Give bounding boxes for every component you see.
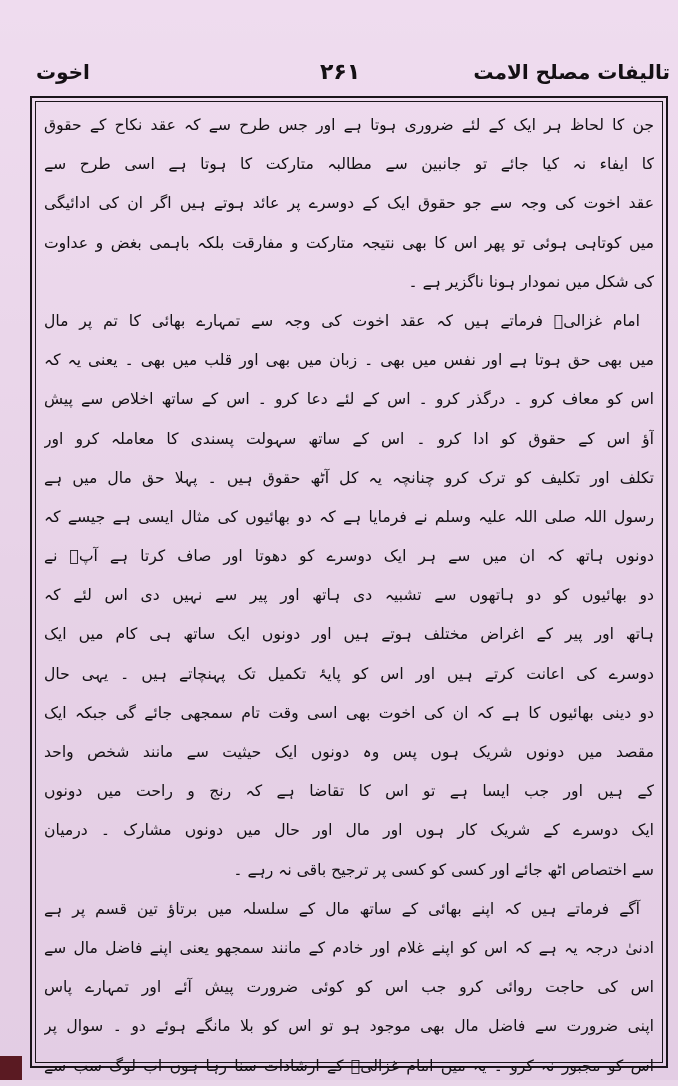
page-number: ۲۶۱	[320, 60, 361, 85]
book-title: تالیفات مصلح الامت	[473, 60, 670, 84]
text-line: دوسرے کی اعانت کرتے ہیں اور اس کو پایۂ تکمیل تک پہنچاتے ہیں ۔ یہی حال	[44, 664, 654, 683]
text-line: اس کی حاجت روائی کرو جب اس کو کوئی ضرورت پیش آئے اور تمہارے پاس	[44, 978, 654, 997]
text-line: مقصد میں دونوں شریک ہوں پس وہ دونوں ایک حیثیت سے مانند شخص واحد	[44, 743, 654, 761]
text-line: دو بھائیوں کو دو ہاتھوں سے تشبیہ دی ہاتھ اور پیر سے نہیں دی اس لئے کہ	[44, 586, 654, 605]
text-line: اس کو مجبور نہ کرو ۔ یہ میں امام غزالیؒ کے ارشادات سنا رہا ہوں اب لوگ سب سے	[44, 1056, 654, 1075]
text-line: آؤ اس کے حقوق کو ادا کرو ۔ اس کے ساتھ سہولت پسندی کا معاملہ کرو اور	[44, 429, 654, 448]
text-line: کا ایفاء نہ کیا جائے تو جانبین سے مطالبہ متارکت کا ہوتا ہے اسی طرح سے	[44, 155, 654, 174]
text-line: امام غزالیؒ فرماتے ہیں کہ عقد اخوت کی وجہ سے تمہارے بھائی کا تم پر مال	[44, 311, 640, 330]
text-line: اپنی ضرورت سے فاضل مال بھی موجود ہو تو اس کو بلا مانگے ہوئے دو ۔ سوال پر	[44, 1017, 654, 1036]
text-line: ہاتھ اور پیر کے اغراض مختلف ہوتے ہیں اور دونوں ایک ساتھ ہی کام میں ایک	[44, 625, 654, 644]
text-line: میں بھی حق ہوتا ہے اور نفس میں بھی ۔ زبان میں بھی اور قلب میں بھی ۔ یعنی یہ کہ	[44, 351, 654, 370]
text-line: تکلف اور تکلیف کو ترک کرو چنانچہ یہ کل آٹھ حقوق ہیں ۔ پہلا حق مال میں ہے	[44, 468, 654, 487]
text-line: دو دینی بھائیوں کا ہے کہ ان کی اخوت بھی اسی وقت تام سمجھی جائے گی جبکہ ایک	[44, 703, 654, 722]
text-frame	[30, 96, 668, 1075]
text-line: میں کوتاہی ہوئی تو پھر اس کا بھی نتیجہ متارکت و مفارقت بلکہ باہمی بغض و عداوت	[44, 233, 654, 252]
page-header	[30, 58, 670, 92]
page-corner-mark	[0, 1056, 22, 1080]
section-title: اخوت	[36, 60, 90, 84]
text-line: اس کو معاف کرو ۔ درگذر کرو ۔ اس کے لئے دعا کرو ۔ اس کے ساتھ اخلاص سے پیش	[44, 390, 654, 409]
text-line: ایک دوسرے کے شریک کار ہوں اور مال اور حال میں دونوں مشارک ۔ درمیان	[44, 821, 654, 840]
text-line: کی شکل میں نمودار ہونا ناگزیر ہے ۔	[408, 272, 654, 291]
text-line: جن کا لحاظ ہر ایک کے لئے ضروری ہوتا ہے اور جس طرح سے کہ عقد نکاح کے حقوق	[44, 116, 654, 134]
text-line: دونوں ہاتھ کہ ان میں سے ہر ایک دوسرے کو دھوتا اور صاف کرتا ہے آپؐ نے	[44, 547, 654, 566]
text-line: عقد اخوت کی وجہ سے جو حقوق ایک کے دوسرے پر عائد ہوتے ہیں اگر ان کی ادائیگی	[44, 194, 654, 213]
text-line: سے اختصاص اٹھ جائے اور کسی کو کسی پر ترجیح باقی نہ رہے ۔	[233, 860, 654, 879]
body-text	[44, 106, 654, 1075]
text-line: رسول اللہ صلی اللہ علیہ وسلم نے فرمایا ہے کہ دو بھائیوں کی مثال ایسی ہے جیسے کہ	[44, 507, 654, 526]
text-line: کے ہیں اور جب ایسا ہے تو اس کا تقاضا ہے کہ رنج و راحت میں دونوں	[44, 782, 654, 801]
text-line: آگے فرماتے ہیں کہ اپنے بھائی کے ساتھ مال کے سلسلہ میں برتاؤ تین قسم پر ہے	[44, 899, 640, 918]
text-line: ادنیٰ درجہ یہ ہے کہ اس کو اپنے غلام اور خادم کے مانند سمجھو یعنی اپنے فاضل مال سے	[44, 938, 654, 957]
